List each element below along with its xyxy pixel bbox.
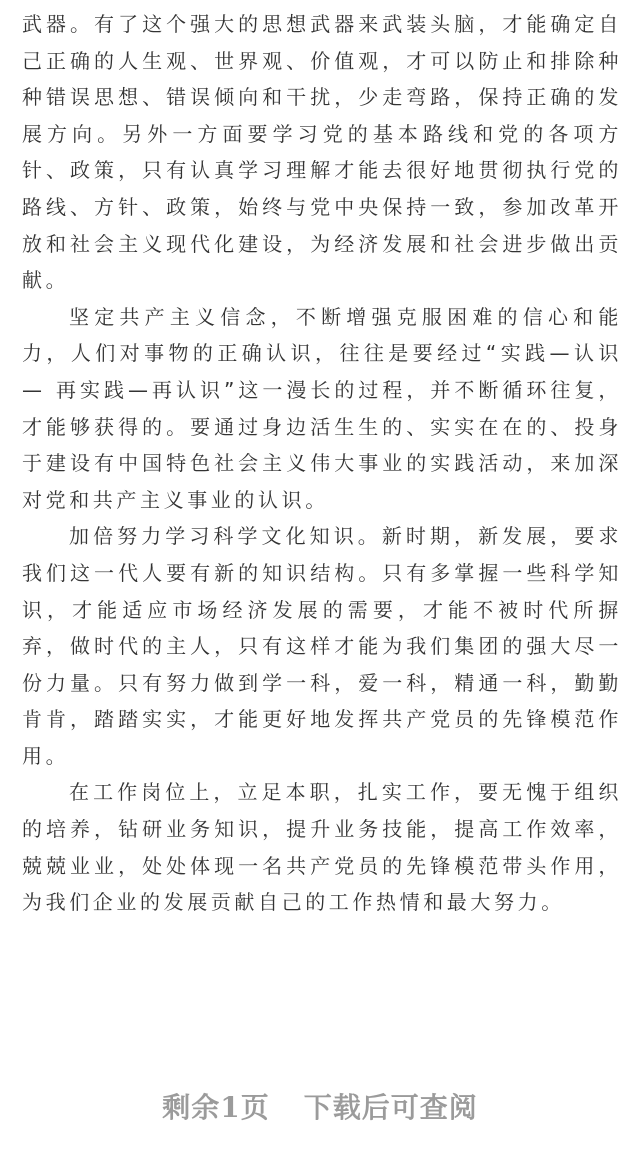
remaining-pages-label: 剩余1页 <box>162 1091 270 1124</box>
paragraph-study-knowledge: 加倍努力学习科学文化知识。新时期，新发展，要求我们这一代人要有新的知识结构。只有多掌握一些科学知识，才能适应市场经济发展的需要，才能不被时代所摒弃，做时代的主人，只有这样才能为我们集团的强大尽一份力量。只有努力做到学一科，爱一科，精通一科，勤勤肯肯，踏踏实实，才能更好地发挥共产党员的先锋模范作用。 <box>22 524 622 768</box>
download-prompt[interactable] <box>0 1086 640 1126</box>
paragraph-firm-belief: 坚定共产主义信念，不断增强克服困难的信心和能力，人们对事物的正确认识，往往是要经过“实践—认识— 再实践—再认识”这一漫长的过程，并不断循环往复，才能够获得的。要通过身边活生生的、实实在在的、投身于建设有中国特色社会主义伟大事业的实践活动，来加深对党和共产主义事业的认识。 <box>22 304 622 512</box>
paragraph-work-post: 在工作岗位上，立足本职，扎实工作，要无愧于组织的培养，钻研业务知识，提升业务技能，提高工作效率，兢兢业业，处处体现一名共产党员的先锋模范带头作用，为我们企业的发展贡献自己的工作热情和最大努力。 <box>22 780 622 915</box>
download-hint-label: 下载后可查阅 <box>303 1091 478 1124</box>
document-body <box>22 6 622 921</box>
paragraph-continued: 武器。有了这个强大的思想武器来武装头脑，才能确定自己正确的人生观、世界观、价值观，才可以防止和排除种种错误思想、错误倾向和干扰，少走弯路，保持正确的发展方向。另外一方面要学习党的基本路线和党的各项方针、政策，只有认真学习理解才能去很好地贯彻执行党的路线、方针、政策，始终与党中央保持一致，参加改革开放和社会主义现代化建设，为经济发展和社会进步做出贡献。 <box>22 12 622 293</box>
